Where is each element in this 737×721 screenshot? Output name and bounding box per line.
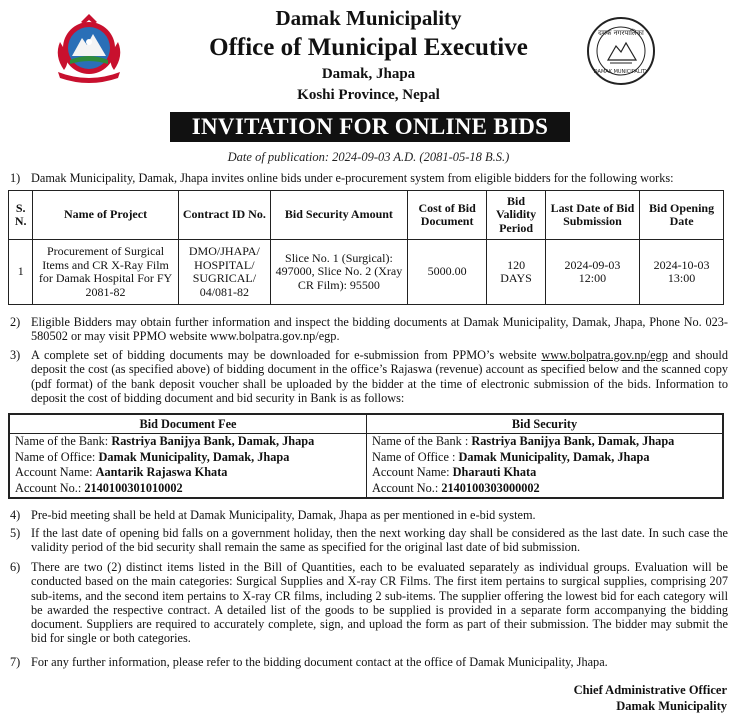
- opening-date-value: 2024-10-03: [653, 257, 710, 272]
- invitation-banner: INVITATION FOR ONLINE BIDS: [170, 112, 570, 142]
- list-item-1: 1) Damak Municipality, Damak, Jhapa invites online bids under e-procurement system from eligible bidders for the following works:: [10, 171, 674, 185]
- last-date-value: 2024-09-03: [564, 257, 621, 272]
- security-office: Name of Office : Damak Municipality, Damak, Jhapa: [372, 449, 650, 464]
- col-security: Bid Security Amount: [271, 191, 408, 240]
- col-sn: S. N.: [9, 191, 33, 240]
- doc-fee-account-name: Account Name: Aantarik Rajaswa Khata: [15, 465, 228, 479]
- cell-opening-date: [640, 240, 724, 305]
- security-account-no: Account No.: 2140100303000002: [372, 480, 540, 495]
- header-city: Damak, Jhapa: [321, 66, 416, 82]
- cell-validity: 120 DAYS: [487, 240, 545, 305]
- cell-last-date: [545, 240, 639, 305]
- doc-fee-bank: Name of the Bank: Rastriya Banijya Bank, Damak, Jhapa: [15, 434, 315, 448]
- bid-table: [8, 190, 724, 305]
- seal-bottom-text: DAMAK MUNICIPALITY: [593, 69, 649, 75]
- list-item-6: 6) There are two (2) distinct items listed in the Bill of Quantities, each to be evaluated separately as individual groups. Evaluation will be conducted based on the main categories: Surgical Supplies and X-ray CR Films. The first item pertains to surgical supplies, comprising 207 sub-items, and the second item pertains to X-ray CR films, including 2 sub-items. The supplier offering the lowest bid for each category will be awarded the respective contract. A detailed list of the goods to be supplied is provided in a separate form accompanying the bidding document. Suppliers are required to accurately complete, sign, and upload the form as part of their submission. The bidder may submit the bid for single or both categories.: [10, 560, 728, 646]
- bid-table-header-row: [9, 191, 724, 240]
- cell-contract-id: DMO/JHAPA/ HOSPITAL/ SUGRICAL/ 04/081-82: [178, 240, 270, 305]
- doc-fee-account-no: Account No.: 2140100301010002: [15, 480, 183, 495]
- publication-date: Date of publication: 2024-09-03 A.D. (2081-05-18 B.S.): [227, 150, 510, 164]
- col-opening-date: Bid Opening Date: [640, 191, 724, 240]
- list-item-5: 5) If the last date of opening bid falls on a government holiday, then the next working day shall be considered as the last date. In such case the validity period of the bid security shall remain the same as specified for the original last date of bid submission.: [10, 526, 728, 555]
- doc-fee-title: Bid Document Fee: [10, 415, 366, 434]
- list-item-7: 7) For any further information, please refer to the bidding document contact at the office of Damak Municipality, Jhapa.: [10, 655, 608, 669]
- cell-project: Procurement of Surgical Items and CR X-Ray Film for Damak Hospital For FY 2081-82: [33, 240, 178, 305]
- item-3-text-b: and should deposit the cost (as specified above) of bidding document in the office’s Rajaswa (revenue) account as specified below and the scanned copy (pdf format) of the bank deposit voucher shall be uploaded by the bidder at the time of electronic submission of the bids. Information to deposit the cost of bidding document and bid security in Bank is as follows:: [31, 348, 728, 405]
- col-last-date: Last Date of Bid Submission: [545, 191, 639, 240]
- payment-info-box: [8, 413, 724, 499]
- bid-security-column: [367, 415, 722, 497]
- col-contract-id: Contract ID No.: [178, 191, 270, 240]
- security-bank: Name of the Bank : Rastriya Banijya Bank, Damak, Jhapa: [372, 434, 675, 448]
- doc-fee-office: Name of Office: Damak Municipality, Damak, Jhapa: [15, 449, 290, 464]
- doc-fee-column: [10, 415, 367, 497]
- header-province: Koshi Province, Nepal: [297, 87, 440, 103]
- col-cost: Cost of Bid Document: [407, 191, 487, 240]
- opening-time-value: 13:00: [667, 271, 696, 285]
- cell-security: Slice No. 1 (Surgical): 497000, Slice No. 2 (Xray CR Film): 95500: [271, 240, 408, 305]
- header-municipality: Damak Municipality: [275, 6, 462, 30]
- list-item-4: 4) Pre-bid meeting shall be held at Damak Municipality, Damak, Jhapa as per mentioned in e-bid system.: [10, 508, 536, 522]
- table-row: [9, 240, 724, 305]
- cell-cost: 5000.00: [407, 240, 487, 305]
- bolpatra-link[interactable]: www.bolpatra.gov.np/egp: [541, 348, 668, 362]
- list-item-2: 2) Eligible Bidders may obtain further information and inspect the bidding documents at Damak Municipality, Damak, Jhapa, Phone No. 023-580502 or may visit PPMO website www.bolpatra.gov.np/egp.: [10, 315, 728, 344]
- signature-org: Damak Municipality: [616, 699, 727, 713]
- security-account-name: Account Name: Dharauti Khata: [372, 465, 537, 479]
- col-project: Name of Project: [33, 191, 178, 240]
- col-validity: Bid Validity Period: [487, 191, 545, 240]
- signature-title: Chief Administrative Officer: [573, 683, 727, 697]
- item-3-text-a: A complete set of bidding documents may be downloaded for e-submission from PPMO’s website: [31, 348, 542, 362]
- header-office: Office of Municipal Executive: [209, 34, 528, 61]
- list-item-3: 3) A complete set of bidding documents may be downloaded for e-submission from PPMO’s website www.bolpatra.gov.np/egp and should deposit the cost (as specified above) of bidding document in the office’s Rajaswa (revenue) account as specified below and the scanned copy (pdf format) of the bank deposit voucher shall be uploaded by the bidder at the time of electronic submission of the bids. Information to deposit the cost of bidding document and bid security in Bank is as follows:: [10, 348, 728, 405]
- bid-security-title: Bid Security: [367, 415, 722, 434]
- last-time-value: 12:00: [578, 271, 607, 285]
- seal-top-text: दमक नगरपालिका: [598, 29, 644, 37]
- cell-sn: 1: [9, 240, 33, 305]
